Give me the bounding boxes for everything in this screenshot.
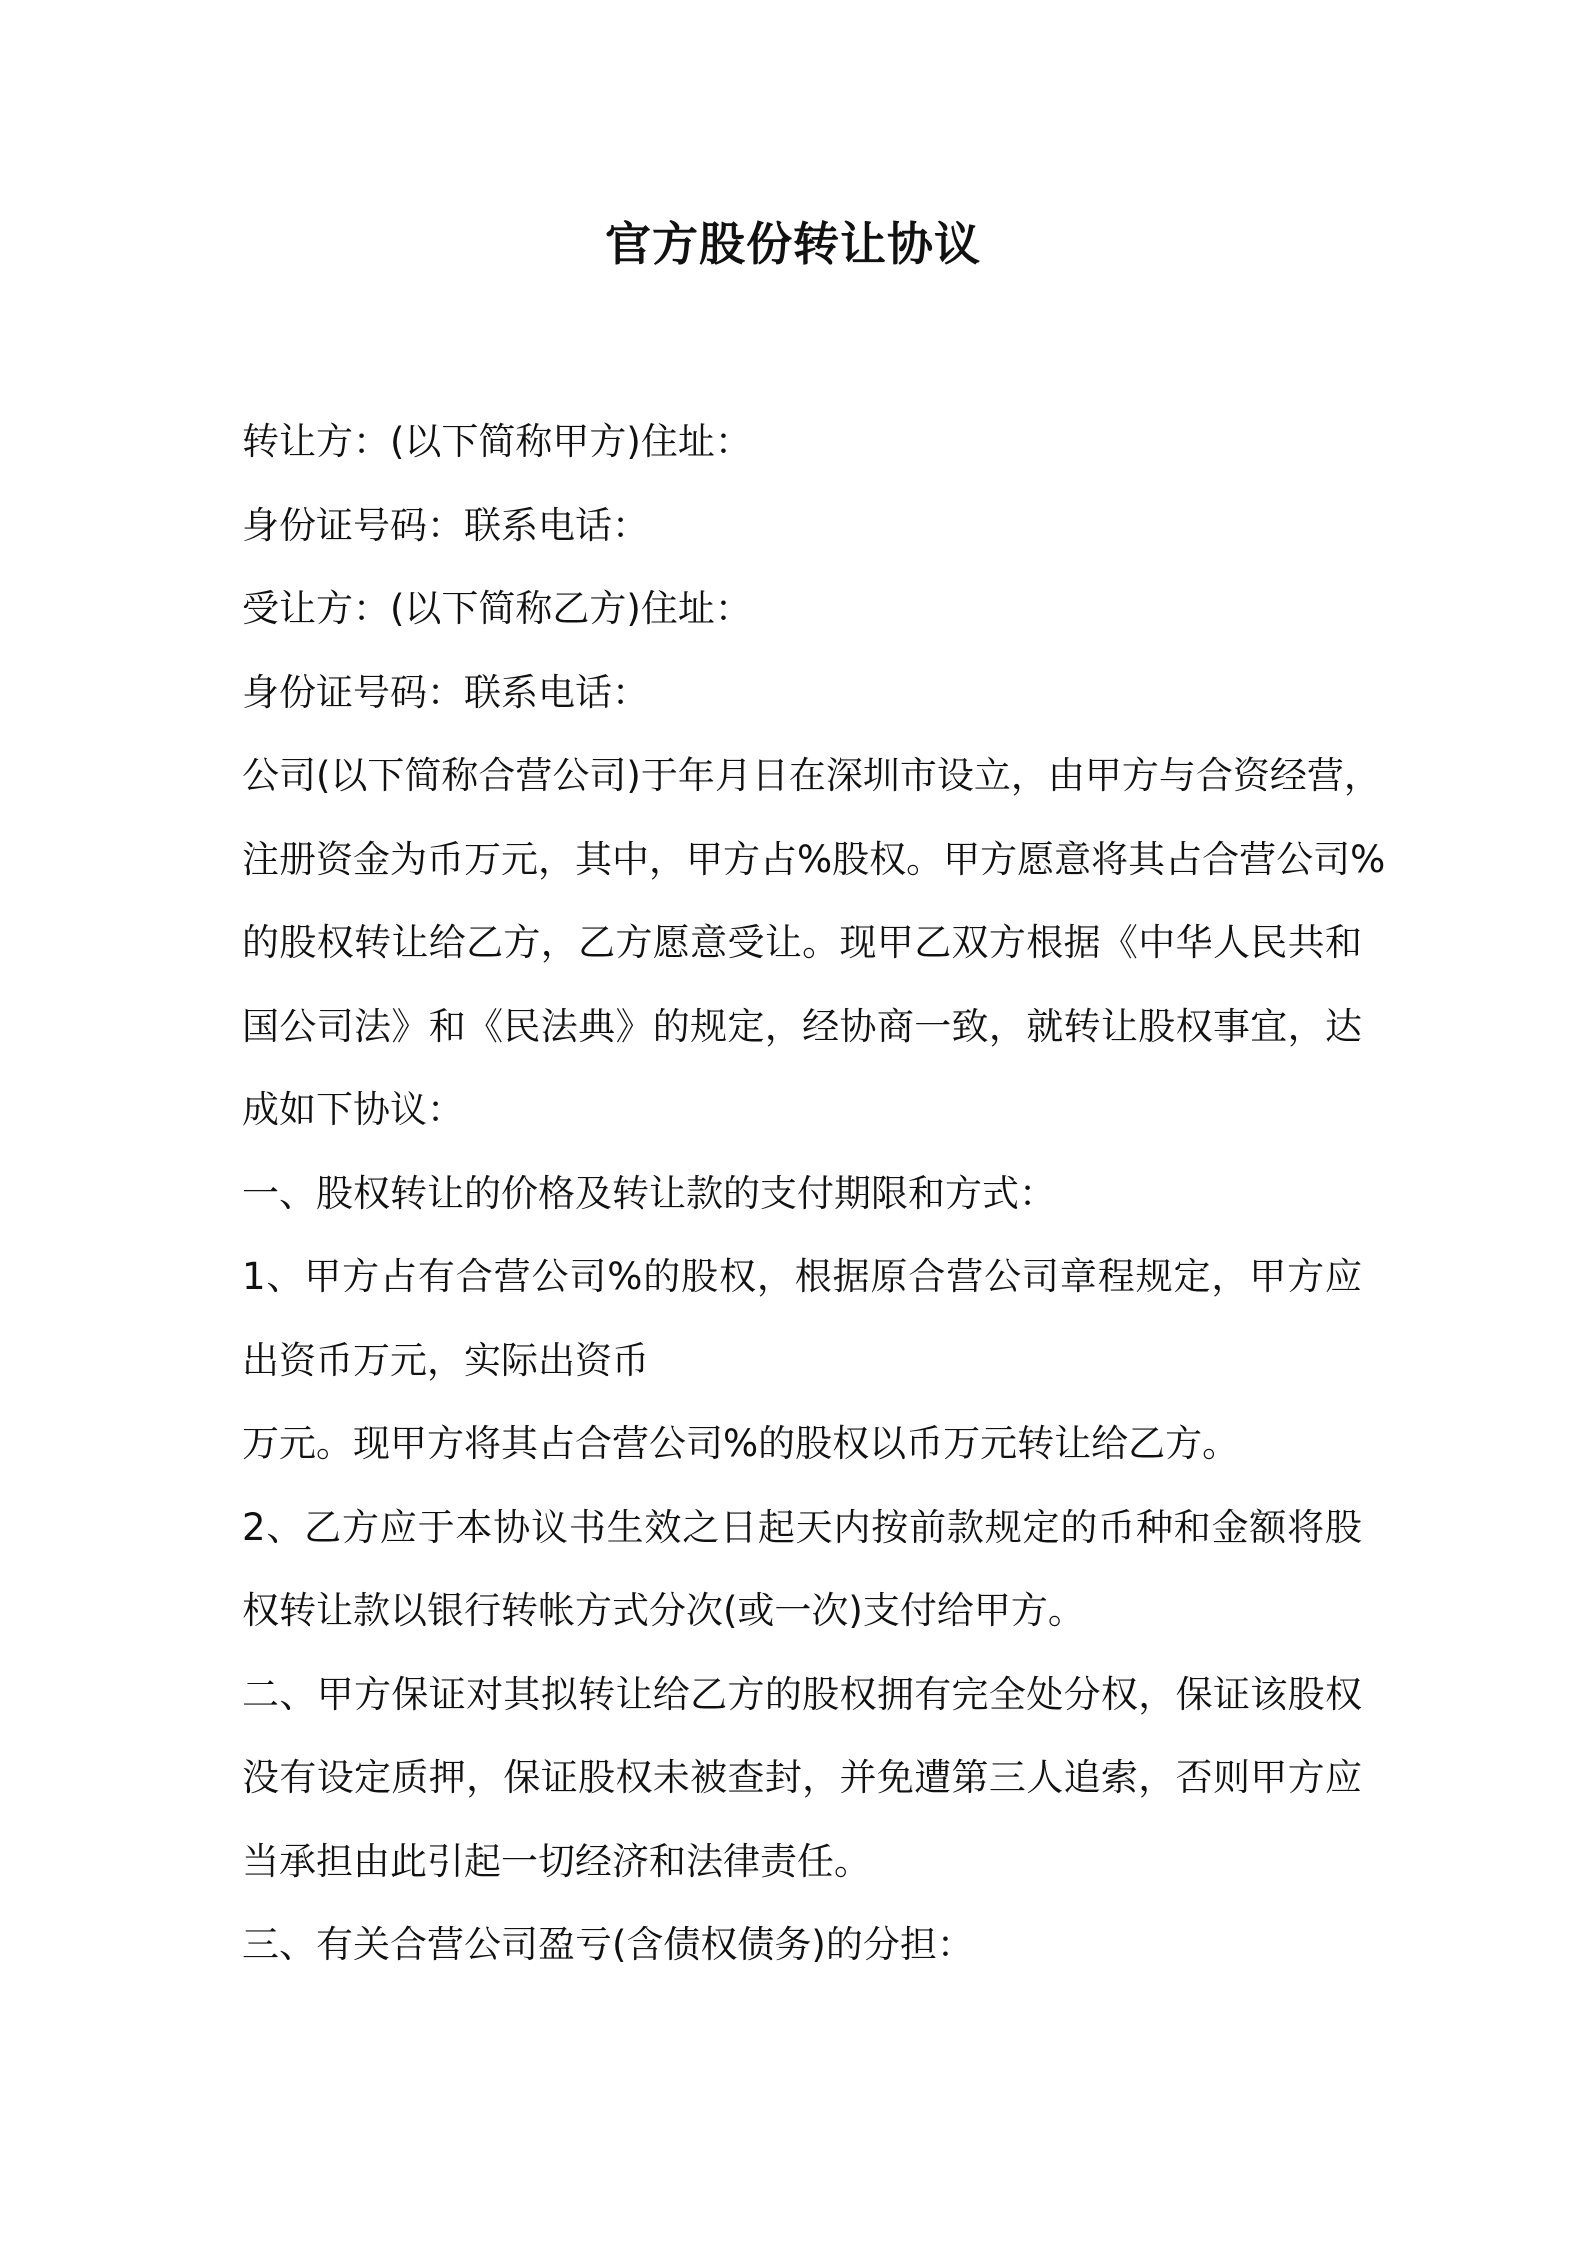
intro-paragraph-line-4: 国公司法》和《民法典》的规定，经协商一致，就转让股权事宜，达 bbox=[242, 1004, 1362, 1048]
clause-1-1-line-1: 1、甲方占有合营公司%的股权，根据原合营公司章程规定，甲方应 bbox=[242, 1255, 1362, 1298]
document-body bbox=[242, 400, 1386, 1987]
clause-1-1-line-3: 万元。现甲方将其占合营公司%的股权以币万元转让给乙方。 bbox=[242, 1422, 1240, 1465]
section-2-line-1: 二、甲方保证对其拟转让给乙方的股权拥有完全处分权，保证该股权 bbox=[242, 1672, 1362, 1716]
section-2-line-2: 没有设定质押，保证股权未被查封，并免遭第三人追索，否则甲方应 bbox=[242, 1756, 1362, 1799]
section-2-line-3: 当承担由此引起一切经济和法律责任。 bbox=[242, 1839, 871, 1883]
clause-1-1-line-2: 出资币万元，实际出资币 bbox=[242, 1338, 649, 1382]
transferee-id-phone-line: 身份证号码：联系电话： bbox=[242, 670, 649, 714]
section-1-heading: 一、股权转让的价格及转让款的支付期限和方式： bbox=[242, 1171, 1056, 1215]
document-title: 官方股份转让协议 bbox=[605, 217, 981, 271]
transferor-id-phone-line: 身份证号码：联系电话： bbox=[242, 503, 649, 547]
intro-paragraph-line-3: 的股权转让给乙方，乙方愿意受让。现甲乙双方根据《中华人民共和 bbox=[242, 921, 1362, 964]
clause-1-2-line-2: 权转让款以银行转帐方式分次(或一次)支付给甲方。 bbox=[242, 1589, 1085, 1632]
intro-paragraph-line-1: 公司(以下简称合营公司)于年月日在深圳市设立，由甲方与合资经营， bbox=[242, 754, 1381, 797]
intro-paragraph-line-5: 成如下协议： bbox=[242, 1088, 464, 1131]
transferee-address-line: 受让方：(以下简称乙方)住址： bbox=[242, 587, 752, 630]
transferor-address-line: 转让方：(以下简称甲方)住址： bbox=[242, 420, 752, 463]
section-3-heading: 三、有关合营公司盈亏(含债权债务)的分担： bbox=[242, 1923, 974, 1966]
clause-1-2-line-1: 2、乙方应于本协议书生效之日起天内按前款规定的币种和金额将股 bbox=[242, 1505, 1362, 1549]
intro-paragraph-line-2: 注册资金为币万元，其中，甲方占%股权。甲方愿意将其占合营公司% bbox=[242, 837, 1386, 881]
